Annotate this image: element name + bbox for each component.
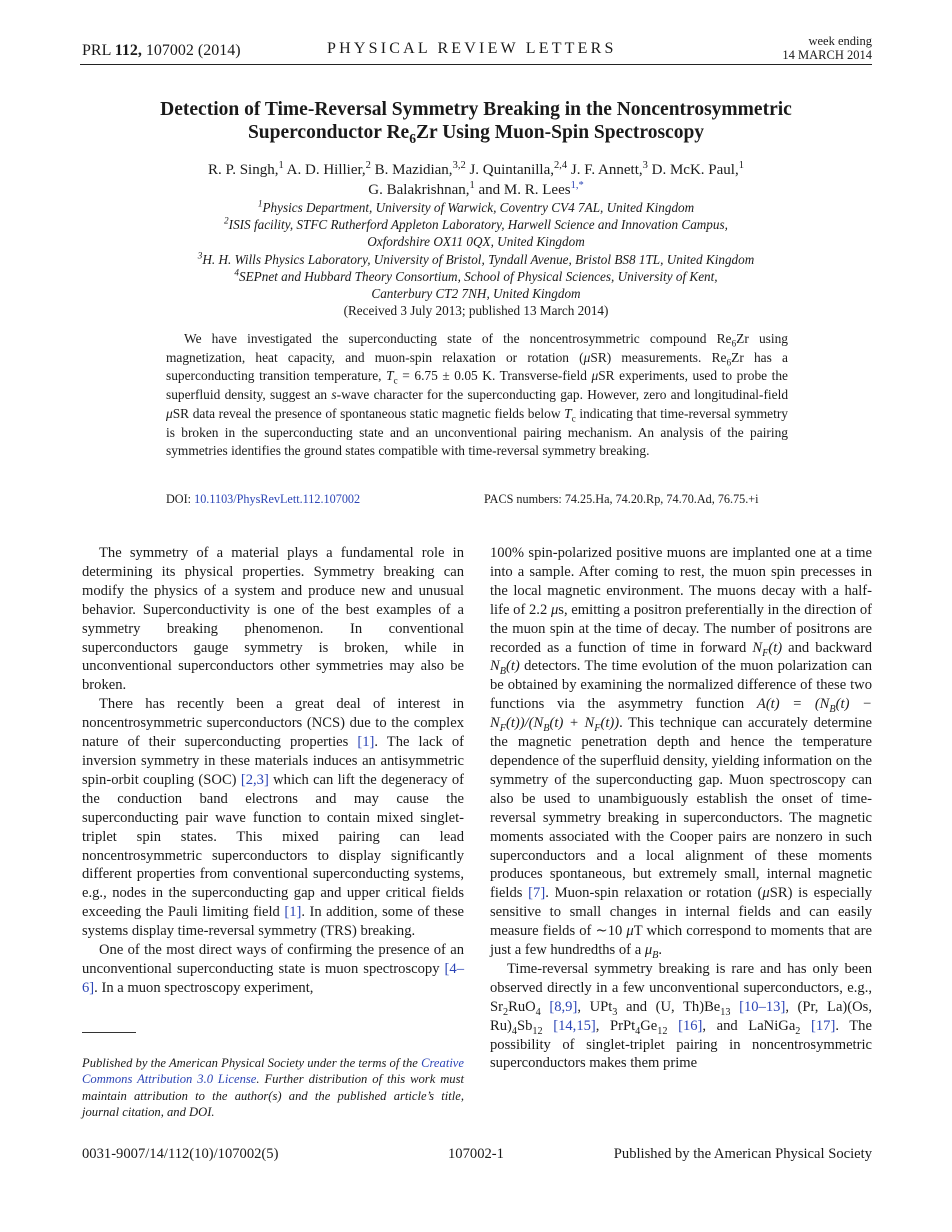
author: J. F. Annett,$^3$ — [570, 160, 648, 178]
ref-link[interactable]: [1] — [357, 734, 375, 751]
article-year: 107002 (2014) — [145, 42, 241, 59]
affiliation-1: $^1$Physics Department, University of Warwick, Coventry CV4 7AL, United Kingdom — [257, 198, 695, 215]
ref-link[interactable]: [10–13] — [739, 998, 786, 1015]
volume: 112, — [114, 42, 142, 59]
journal-name: PHYSICAL REVIEW LETTERS — [327, 40, 617, 57]
pacs-numbers: PACS numbers: 74.25.Ha, 74.20.Rp, 74.70.Ad, 76.75.+i — [484, 492, 759, 506]
paper-title — [80, 98, 872, 144]
week-ending-date: 14 MARCH 2014 — [782, 48, 872, 62]
body-left-column — [82, 544, 464, 998]
paragraph: 100% spin-polarized positive muons are implanted one at a time into a sample. After coming to rest, the muon spin precesses in the local magnetic environment. The muons decay with a half-life of 2.2 μs, emitting a positron preferentially in the direction of the muon spin at the time of decay. The number of positrons are recorded as a function of time in forward $N_F(t)$ and backward $N_B(t)$ detectors. The time evolution of the muon polarization can be obtained by examining the normalized difference of these two functions via the asymmetry function $A(t) = (N_B(t) - N_F(t))/(N_B(t) + N_F(t))$. This technique can accurately determine the magnetic penetration depth and hence the temperature dependence of the superfluid density, yielding information on the symmetry of the superconducting gap. Muon spectroscopy can also be used to unambiguously establish the onset of time-reversal symmetry breaking in superconductors. The magnetic moments associated with the Cooper pairs are nonzero in such superconductors and a local alignment of these moments produces spontaneous, but extremely small, internal magnetic fields [7]. Muon-spin relaxation or rotation (μSR) is especially sensitive to small changes in internal fields and can easily measure fields of ∼10 μT which correspond to moments that are just a few hundredths of a $\mu_B$. — [490, 545, 872, 961]
ref-link[interactable]: [4–6] — [82, 960, 464, 996]
license-footnote: Published by the American Physical Society under the terms of the Creative Commons Attribution 3.0 License. Further distribution of this work must maintain attribution to the author(s) and the published article’s title, journal citation, and DOI. — [82, 1056, 464, 1120]
doi: DOI: 10.1103/PhysRevLett.112.107002 — [166, 492, 361, 506]
title-line-2: Superconductor $Re_6Zr$ Using Muon-Spin Spectroscopy — [247, 122, 705, 146]
title-line-1: Detection of Time-Reversal Symmetry Breaking in the Noncentrosymmetric — [160, 99, 792, 120]
author: D. McK. Paul,$^1$ — [651, 160, 744, 178]
affiliation-4: $^4$SEPnet and Hubbard Theory Consortium, School of Physical Sciences, University of Kent, — [234, 267, 718, 284]
paragraph: The symmetry of a material plays a fundamental role in determining its physical properties. Symmetry breaking can modify the physics of a system and produce new and unusual behavior. Superconductivity is one of the best examples of a symmetry breaking phenomenon. In conventional superconductors gauge symmetry is broken, while in unconventional superconductors other symmetries may also be broken. — [82, 545, 464, 694]
affiliation-2-cont: Oxfordshire OX11 0QX, United Kingdom — [367, 234, 585, 250]
author-list — [80, 160, 872, 200]
doi-link[interactable]: 10.1103/PhysRevLett.112.107002 — [194, 492, 361, 506]
license-link[interactable]: Creative Commons Attribution 3.0 License — [82, 1056, 464, 1087]
author: B. Mazidian,$^{3,2}$ — [374, 160, 466, 178]
affiliation-2: $^2$ISIS facility, STFC Rutherford Appleton Laboratory, Harwell Science and Innovation Campus, — [224, 215, 728, 233]
abstract: We have investigated the superconducting state of the noncentrosymmetric compound $Re_6Zr$ using magnetization, heat capacity, and muon-spin relaxation or rotation (μSR) measurements. $Re_6Zr$ has a superconducting transition temperature, $T_c = 6.75 \pm 0.05$ K. Transverse-field μSR experiments, used to probe the superfluid density, suggest an s-wave character for the superconducting gap. However, zero and longitudinal-field μSR data reveal the presence of spontaneous static magnetic fields below $T_c$ indicating that time-reversal symmetry is broken in the superconducting state and an unconventional pairing mechanism. An analysis of the pairing symmetries identifies the ground states compatible with time-reversal symmetry breaking. — [166, 331, 789, 459]
author: and M. R. Lees$^{1,*}$ — [478, 180, 584, 198]
page-number: 107002-1 — [448, 1146, 504, 1162]
author-line-2 — [80, 180, 872, 200]
paragraph: There has recently been a great deal of interest in noncentrosymmetric superconductors (NCS) due to the complex nature of their superconducting properties [1]. The lack of inversion symmetry in these materials induces an antisymmetric spin-orbit coupling (SOC) [2,3] which can lift the degeneracy of the conduction band electrons and may cause the superconducting pair wave function to contain mixed singlet-triplet spin states. This mixed pairing can lead noncentrosymmetric superconductors to display significantly different properties from conventional superconducting systems, e.g., nodes in the superconducting gap and upper critical fields exceeding the Pauli limiting field [1]. In addition, some of these systems display time-reversal symmetry (TRS) breaking. — [82, 696, 465, 940]
ref-link[interactable]: [17] — [810, 1017, 836, 1034]
corresponding-author-link[interactable]: 1,* — [570, 180, 584, 191]
body-right-column — [490, 544, 872, 1073]
author: G. Balakrishnan,$^1$ — [368, 180, 475, 198]
footer-publisher: Published by the American Physical Society — [613, 1146, 872, 1162]
received-date: (Received 3 July 2013; published 13 March 2014) — [343, 303, 609, 319]
ref-link[interactable]: [14,15] — [553, 1017, 596, 1034]
running-header-citation — [82, 42, 241, 60]
ref-link[interactable]: [1] — [284, 904, 302, 921]
week-ending-label: week ending — [808, 34, 872, 48]
footnote-rule — [82, 1032, 136, 1033]
ref-link[interactable]: [8,9] — [549, 998, 578, 1015]
paragraph: One of the most direct ways of confirming the presence of an unconventional superconducting state is muon spectroscopy [4–6]. In a muon spectroscopy experiment, — [82, 942, 464, 996]
affiliation-4-cont: Canterbury CT2 7NH, United Kingdom — [371, 286, 581, 302]
ref-link[interactable]: [16] — [678, 1017, 703, 1034]
author: R. P. Singh,$^1$ — [208, 160, 284, 178]
author: J. Quintanilla,$^{2,4}$ — [469, 160, 568, 178]
author-line-1 — [80, 160, 872, 180]
ref-link[interactable]: [2,3] — [240, 771, 269, 788]
author: A. D. Hillier,$^2$ — [286, 160, 371, 178]
header-rule — [80, 64, 872, 65]
affiliations — [80, 199, 872, 319]
week-ending — [782, 34, 872, 62]
footer-code: 0031-9007/14/112(10)/107002(5) — [82, 1146, 279, 1162]
affiliation-3: $^3$H. H. Wills Physics Laboratory, University of Bristol, Tyndall Avenue, Bristol BS8 1TL, United Kingdom — [197, 250, 755, 267]
journal-abbr: PRL — [82, 42, 111, 59]
ref-link[interactable]: [7] — [528, 885, 546, 902]
paragraph: Time-reversal symmetry breaking is rare and has only been observed directly in a few unconventional superconductors, e.g., $Sr_2RuO_4$ [8,9], UPt$_3$ and (U, $Th)Be_{13}$ [10–13], (Pr, La)(Os, $Ru)_4Sb_{12}$ [14,15], $PrPt_4Ge_{12}$ [16], and LaNiGa$_2$ [17]. The possibility of singlet-triplet pairing in noncentrosymmetric superconductors makes them prime — [490, 960, 873, 1072]
